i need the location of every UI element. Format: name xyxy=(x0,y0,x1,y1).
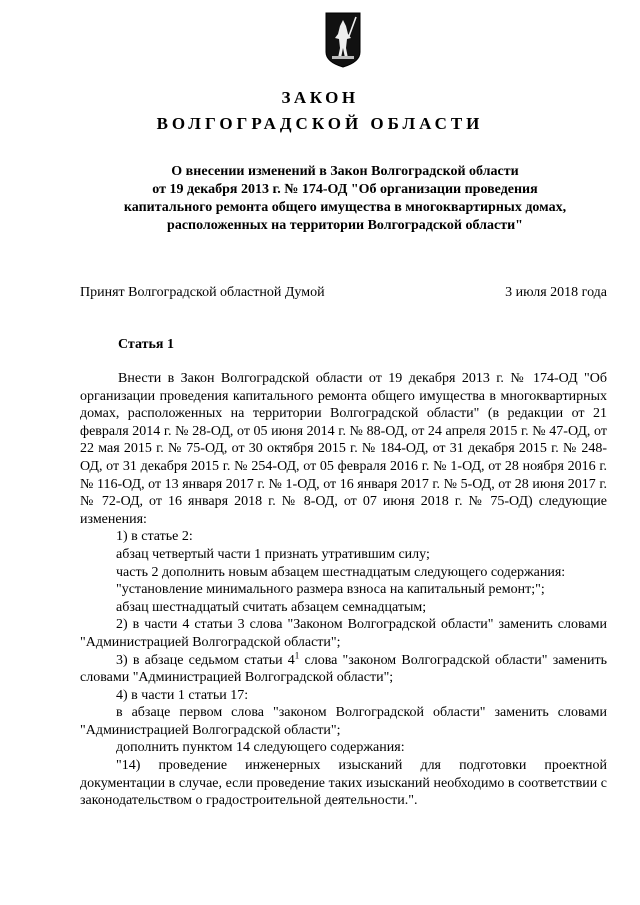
region-title: ВОЛГОГРАДСКОЙ ОБЛАСТИ xyxy=(156,114,484,133)
amendment-text: 3) в абзаце седьмом статьи 4 xyxy=(116,652,295,668)
amendment-item: "установление минимального размера взноса на капитальный ремонт;"; xyxy=(116,582,545,598)
subject-line: от 19 декабря 2013 г. № 174-ОД "Об организации проведения xyxy=(152,182,538,197)
amendment-item: в абзаце первом слова "законом Волгоградской области" заменить словами "Администрацией Волгоградской области"; xyxy=(80,705,607,738)
article-body xyxy=(80,370,607,810)
amendment-item: "14) проведение инженерных изысканий для подготовки проектной документации в случае, если проведение таких изысканий необходимо в соответствии с законодательством о градостроительной деятельности.". xyxy=(80,758,607,809)
article-title: Статья 1 xyxy=(118,337,174,352)
adoption-date: 3 июля 2018 года xyxy=(505,285,607,300)
subject-line: расположенных на территории Волгоградской области" xyxy=(167,218,523,233)
adoption-body: Принят Волгоградской областной Думой xyxy=(80,285,325,300)
law-subject xyxy=(80,163,610,235)
subject-line: О внесении изменений в Закон Волгоградской области xyxy=(171,164,519,179)
amendment-item: 1) в статье 2: xyxy=(116,529,193,545)
law-title: ЗАКОН xyxy=(281,88,359,107)
amendment-item: 2) в части 4 статьи 3 слова "Законом Волгоградской области" заменить словами "Администрацией Волгоградской области"; xyxy=(80,617,607,650)
amendment-item: часть 2 дополнить новым абзацем шестнадцатым следующего содержания: xyxy=(116,564,566,580)
intro-paragraph: Внести в Закон Волгоградской области от 19 декабря 2013 г. № 174-ОД "Об организации проведения капитального ремонта общего имущества в многоквартирных домах, расположенных на территории Волгоградской области" (в редакции от 21 февраля 2014 г. № 28-ОД, от 05 июня 2014 г. № 88-ОД, от 24 апреля 2015 г. № 47-ОД, от 22 мая 2015 г. № 75-ОД, от 30 октября 2015 г. № 184-ОД, от 31 декабря 2015 г. № 248-ОД, от 31 декабря 2015 г. № 254-ОД, от 05 февраля 2016 г. № 1-ОД, от 28 ноября 2016 г. № 116-ОД, от 13 января 2017 г. № 1-ОД, от 16 января 2017 г. № 5-ОД, от 28 июня 2017 г. № 72-ОД, от 16 января 2018 г. № 8-ОД, от 07 июня 2018 г. № 75-ОД) следующие изменения: xyxy=(80,371,607,527)
amendment-item: абзац четвертый части 1 признать утратившим силу; xyxy=(116,546,430,562)
subject-line: капитального ремонта общего имущества в многоквартирных домах, xyxy=(123,200,567,215)
superscript-index: 1 xyxy=(294,649,300,660)
amendment-text: слова "законом Волгоградской области" заменить словами "Администрацией Волгоградской области"; xyxy=(80,652,607,686)
amendment-item: 4) в части 1 статьи 17: xyxy=(116,687,249,703)
amendment-item: дополнить пунктом 14 следующего содержания: xyxy=(116,740,405,756)
coat-of-arms-emblem xyxy=(325,12,361,68)
amendment-item xyxy=(80,649,607,687)
amendment-item: абзац шестнадцатый считать абзацем семнадцатым; xyxy=(116,599,427,615)
